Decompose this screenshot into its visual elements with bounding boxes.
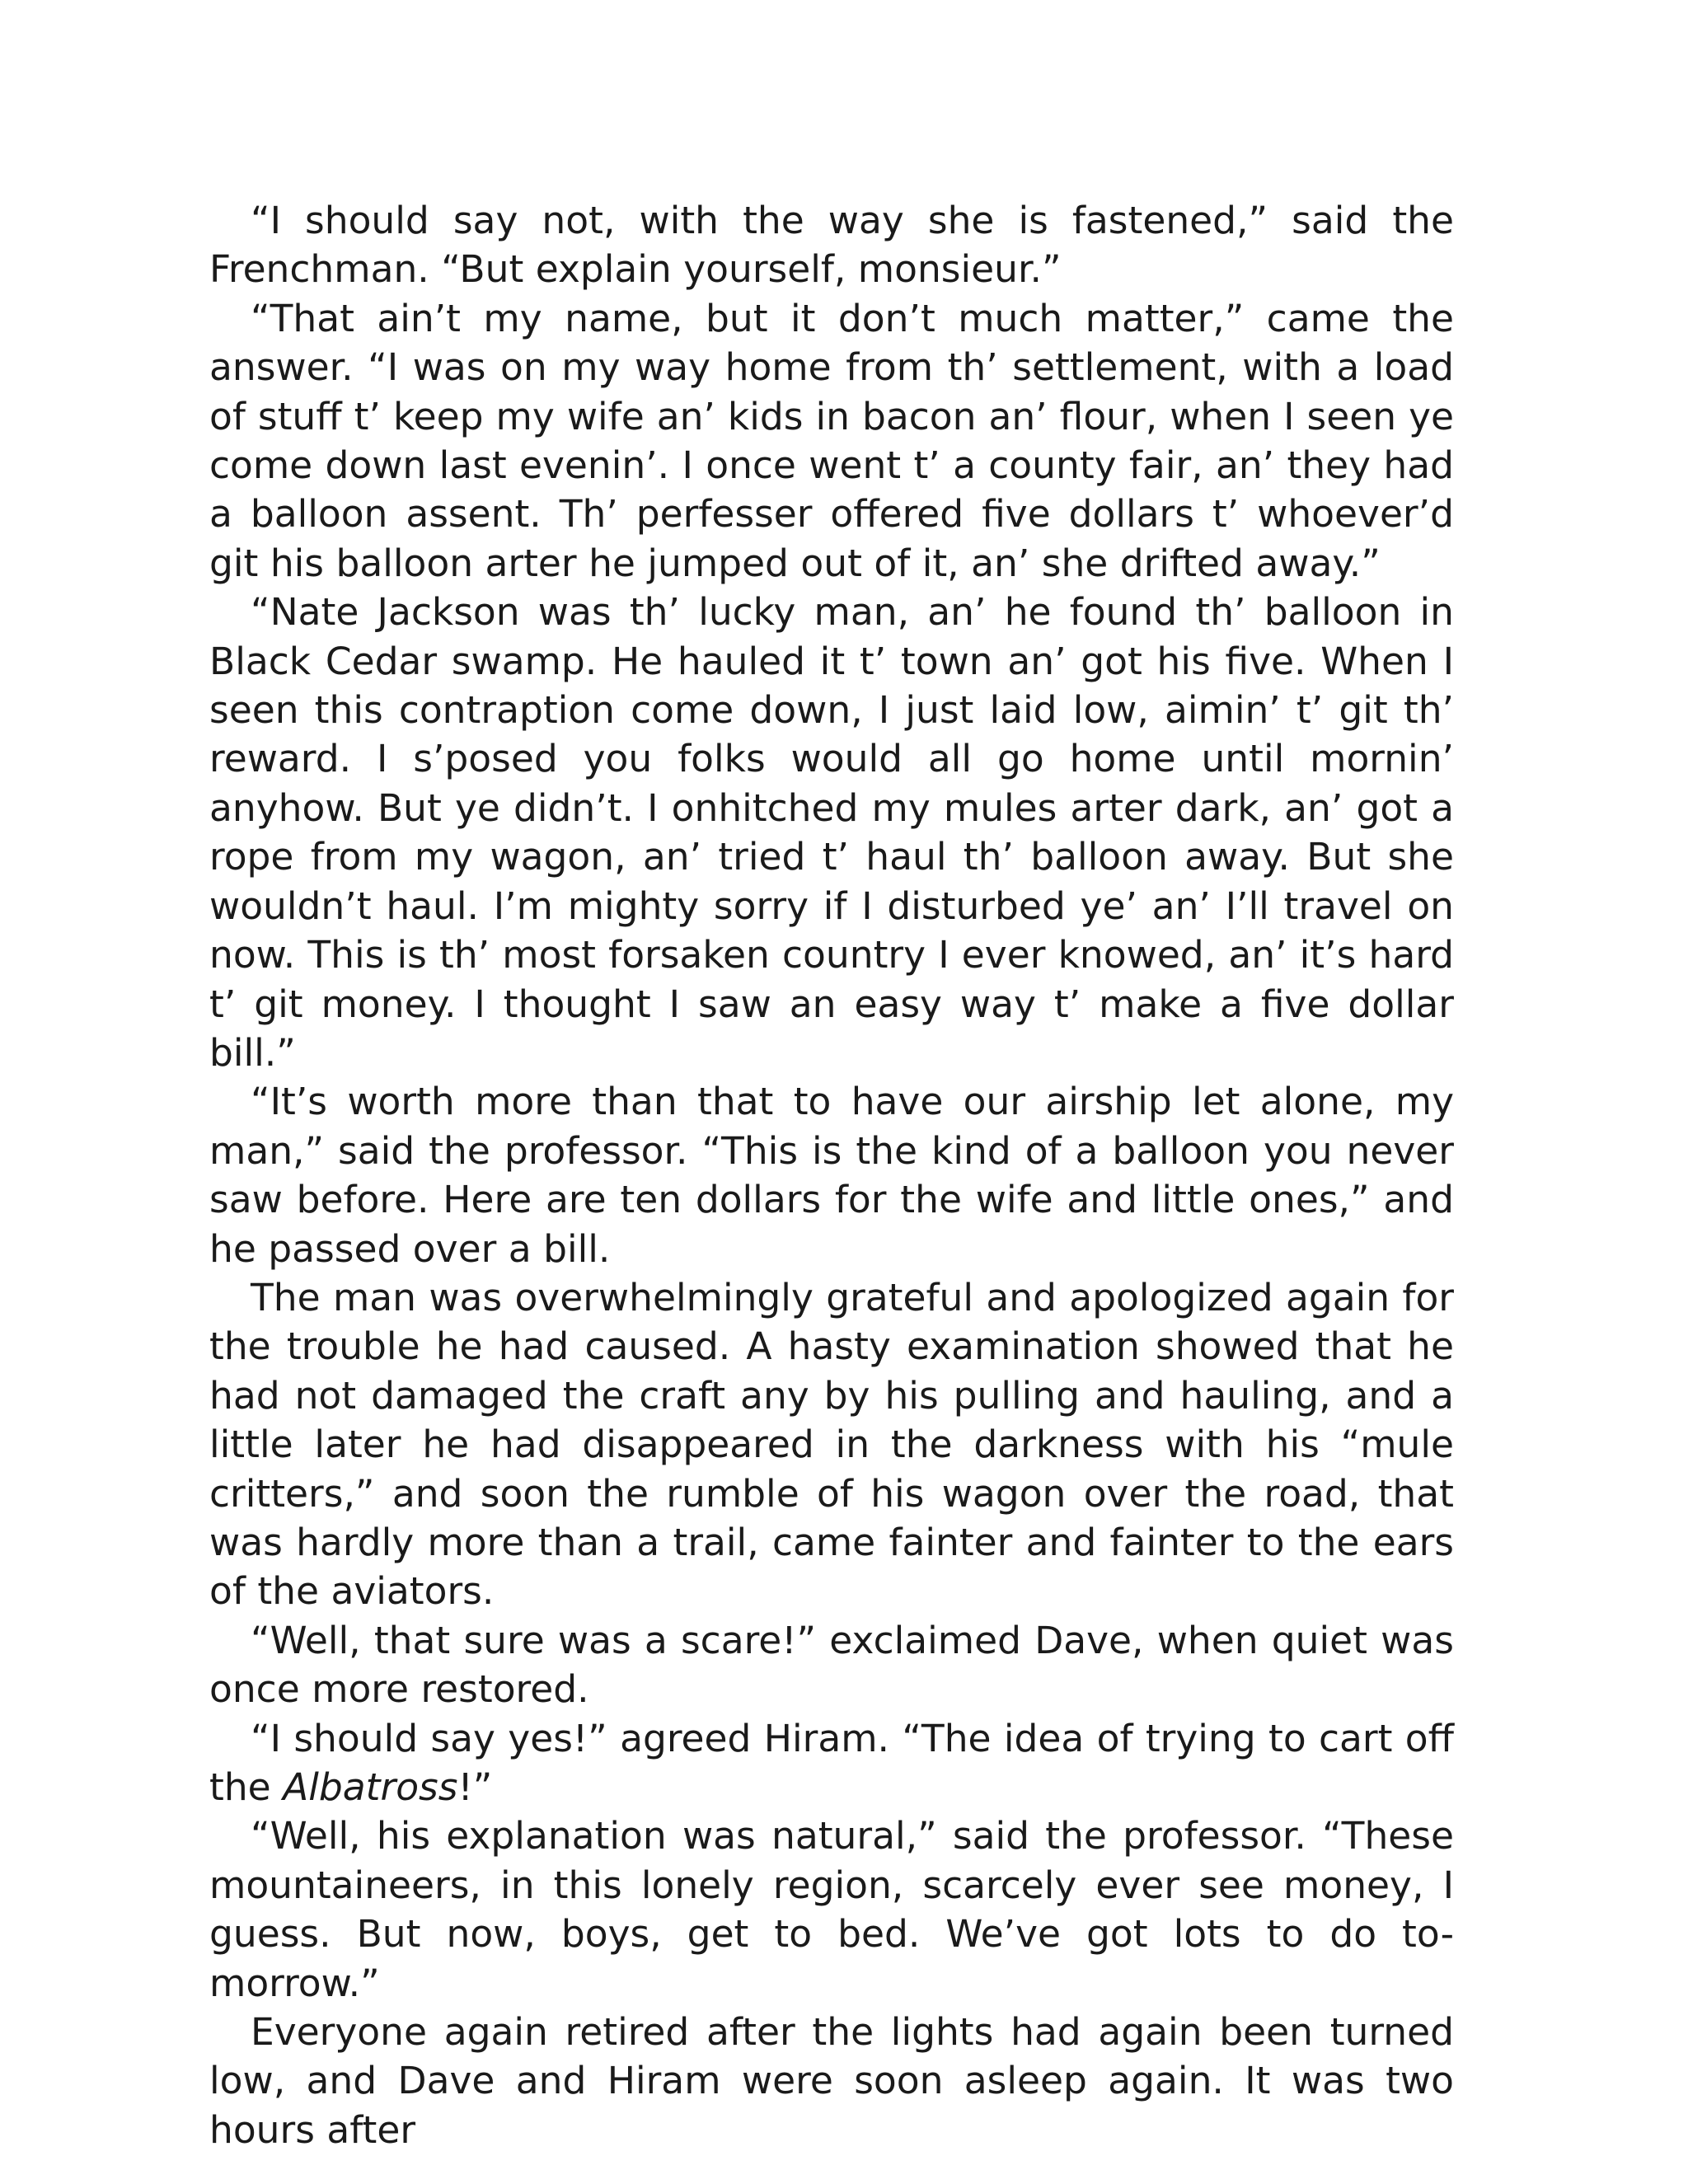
paragraph-3: “Nate Jackson was th’ lucky man, an’ he found th’ balloon in Black Cedar swamp. He hauled it t’ town an’ got his five. When I seen this contraption come down, I just laid low, aimin’ t’ git th’ reward. I s’posed you folks would all go home until mornin’ anyhow. But ye didn’t. I onhitched my mules arter dark, an’ got a rope from my wagon, an’ tried t’ haul th’ balloon away. But she wouldn’t haul. I’m mighty sorry if I disturbed ye’ an’ I’ll travel on now. This is th’ most forsaken country I ever knowed, an’ it’s hard t’ git money. I thought I saw an easy way t’ make a five dollar bill.” [209, 590, 1454, 1075]
paragraph-7 [209, 1714, 1454, 1812]
paragraph-1: “I should say not, with the way she is fastened,” said the Frenchman. “But explain yourself, monsieur.” [209, 199, 1454, 292]
paragraph-4: “It’s worth more than that to have our airship let alone, my man,” said the professor. “This is the kind of a balloon you never saw before. Here are ten dollars for the wife and little ones,” and he passed over a bill. [209, 1080, 1454, 1271]
paragraph-5: The man was overwhelmingly grateful and apologized again for the trouble he had caused. A hasty examination showed that he had not damaged the craft any by his pulling and hauling, and a little later he had disappeared in the darkness with his “mule critters,” and soon the rumble of his wagon over the road, that was hardly more than a trail, came fainter and fainter to the ears of the aviators. [209, 1275, 1454, 1614]
paragraph-8: “Well, his explanation was natural,” said the professor. “These mountaineers, in this lonely region, scarcely ever see money, I guess. But now, boys, get to bed. We’ve got lots to do to-morrow.” [209, 1814, 1454, 2005]
page-body [209, 196, 1454, 2154]
paragraph-6: “Well, that sure was a scare!” exclaimed Dave, when quiet was once more restored. [209, 1618, 1454, 1712]
ship-name-italic: Albatross [283, 1765, 458, 1809]
paragraph-7-text-after: !” [457, 1765, 493, 1809]
paragraph-7-text-before: “I should say yes!” agreed Hiram. “The idea of trying to cart off the [209, 1716, 1454, 1809]
paragraph-9: Everyone again retired after the lights had again been turned low, and Dave and Hiram were soon asleep again. It was two hours after [209, 2010, 1454, 2152]
paragraph-2: “That ain’t my name, but it don’t much matter,” came the answer. “I was on my way home from th’ settlement, with a load of stuff t’ keep my wife an’ kids in bacon an’ flour, when I seen ye come down last evenin’. I once went t’ a county fair, an’ they had a balloon assent. Th’ perfesser offered five dollars t’ whoever’d git his balloon arter he jumped out of it, an’ she drifted away.” [209, 296, 1454, 585]
